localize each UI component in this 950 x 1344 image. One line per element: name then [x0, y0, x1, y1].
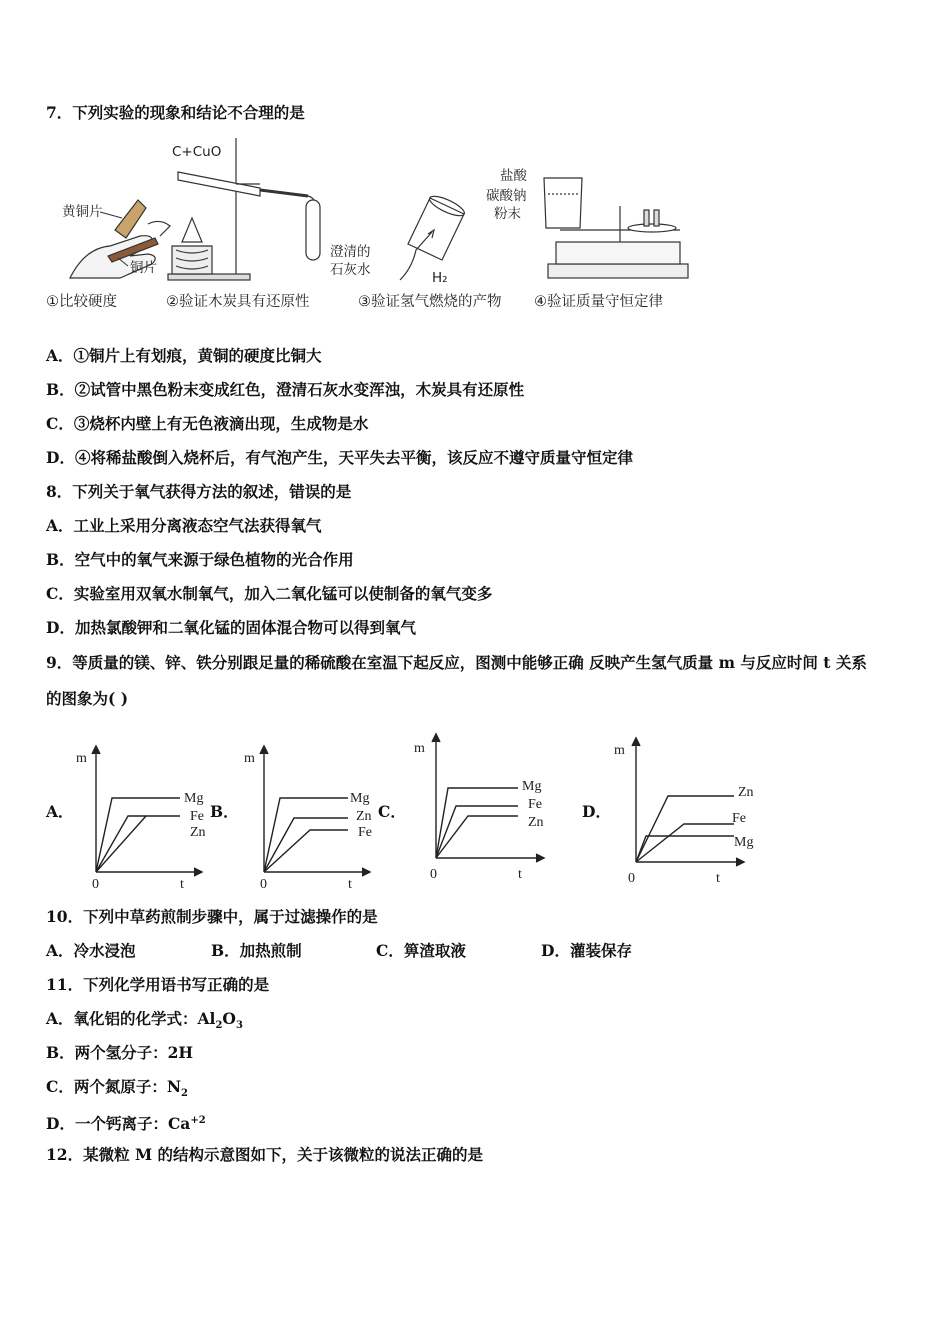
caption-4: ④验证质量守恒定律 — [534, 294, 663, 310]
q9-option-a-label: A． — [46, 802, 74, 821]
graph-d-series-1: Zn — [738, 785, 754, 800]
q11-option-c — [46, 1077, 188, 1104]
acid-label: 盐酸 — [500, 168, 527, 184]
graph-a-ylabel: m — [76, 751, 87, 766]
question-9-stem-line-2: 的图象为( ) — [46, 689, 129, 708]
q8-option-a: A．工业上采用分离液态空气法获得氧气 — [46, 516, 322, 535]
ca-ion-formula: $Ca^{+2}$ — [167, 1114, 206, 1134]
graph-c-series-1: Mg — [522, 779, 542, 794]
caption-1: ①比较硬度 — [46, 294, 117, 310]
q11-option-c-text: C．两个氮原子： — [46, 1077, 167, 1096]
q11-option-b: B．两个氢分子：2H — [46, 1043, 194, 1062]
q8-option-b: B．空气中的氧气来源于绿色植物的光合作用 — [46, 550, 354, 569]
q10-option-b: B．加热煎制 — [211, 941, 302, 960]
question-8-stem: 8．下列关于氧气获得方法的叙述，错误的是 — [46, 482, 352, 501]
caption-2: ②验证木炭具有还原性 — [166, 294, 310, 310]
q11-option-a — [46, 1009, 243, 1036]
q9-graph-c — [412, 730, 552, 880]
q7-option-a: A．①铜片上有划痕，黄铜的硬度比铜大 — [46, 346, 322, 365]
graph-a-xlabel: t — [180, 877, 184, 892]
q11-option-d-text: D．一个钙离子： — [46, 1114, 168, 1134]
caption-3: ③验证氢气燃烧的产物 — [358, 294, 502, 310]
q9-option-c-label: C． — [378, 802, 406, 821]
q9-option-d-label: D． — [582, 802, 611, 821]
h2-label: H₂ — [432, 270, 448, 286]
graph-b-xlabel: t — [348, 877, 352, 892]
graph-b-series-2: Zn — [356, 809, 372, 824]
graph-c-series-3: Zn — [528, 815, 544, 830]
brass-label: 黄铜片 — [62, 204, 103, 220]
graph-a-series-3: Zn — [190, 825, 206, 840]
q11-option-d — [46, 1111, 206, 1134]
graph-d-origin: 0 — [628, 871, 635, 886]
q10-option-c: C．箅渣取液 — [376, 941, 466, 960]
q9-graph-d — [612, 734, 772, 884]
question-12-stem: 12．某微粒 M 的结构示意图如下，关于该微粒的说法正确的是 — [46, 1145, 484, 1164]
limewater-label-1: 澄清的 — [330, 244, 371, 260]
graph-d-xlabel: t — [716, 871, 720, 886]
question-9-stem-line-1: 9．等质量的镁、锌、铁分别跟足量的稀硫酸在室温下起反应，图测中能够正确 反映产生氢气质量 m 与反应时间 t 关系 — [46, 653, 867, 672]
copper-label: 铜片 — [130, 260, 157, 276]
q8-option-d: D．加热氯酸钾和二氧化锰的固体混合物可以得到氧气 — [46, 618, 416, 637]
graph-b-origin: 0 — [260, 877, 267, 892]
graph-d-series-2: Fe — [732, 811, 746, 826]
hydrogen-combustion-illustration — [400, 193, 467, 280]
graph-b-series-1: Mg — [350, 791, 370, 806]
question-11-stem: 11．下列化学用语书写正确的是 — [46, 975, 270, 994]
carbonate-label-2: 粉末 — [494, 206, 521, 222]
mass-conservation-balance — [544, 178, 688, 278]
q9-graph-b — [244, 740, 384, 890]
q11-option-a-text: A．氧化铝的化学式： — [46, 1009, 198, 1028]
q10-option-a: A．冷水浸泡 — [46, 941, 136, 960]
q10-options — [46, 941, 632, 961]
q7-option-b: B．②试管中黑色粉末变成红色，澄清石灰水变浑浊，木炭具有还原性 — [46, 380, 525, 399]
carbonate-label-1: 碳酸钠 — [486, 188, 527, 204]
q8-option-c: C．实验室用双氧水制氧气，加入二氧化锰可以使制备的氧气变多 — [46, 584, 493, 603]
graph-d-series-3: Mg — [734, 835, 754, 850]
q9-graph-a — [76, 740, 216, 890]
graph-b-ylabel: m — [244, 751, 255, 766]
question-7-stem: 7．下列实验的现象和结论不合理的是 — [46, 103, 305, 122]
q7-experiment-figure — [46, 138, 700, 316]
graph-a-origin: 0 — [92, 877, 99, 892]
graph-a-series-1: Mg — [184, 791, 204, 806]
graph-c-ylabel: m — [414, 741, 425, 756]
graph-c-origin: 0 — [430, 867, 437, 882]
graph-c-series-2: Fe — [528, 797, 542, 812]
q10-option-d: D．灌装保存 — [541, 941, 632, 960]
q9-option-b-label: B． — [210, 802, 239, 821]
graph-b-series-3: Fe — [358, 825, 372, 840]
graph-c-xlabel: t — [518, 867, 522, 882]
q7-option-c: C．③烧杯内壁上有无色液滴出现，生成物是水 — [46, 414, 369, 433]
al2o3-formula: $Al_2O_3$ — [197, 1009, 243, 1032]
c-cuo-label: C+CuO — [172, 144, 222, 160]
graph-a-series-2: Fe — [190, 809, 204, 824]
q7-option-d: D．④将稀盐酸倒入烧杯后，有气泡产生，天平失去平衡，该反应不遵守质量守恒定律 — [46, 448, 633, 467]
question-10-stem: 10．下列中草药煎制步骤中，属于过滤操作的是 — [46, 907, 378, 926]
limewater-label-2: 石灰水 — [330, 262, 371, 278]
graph-d-ylabel: m — [614, 743, 625, 758]
n2-formula: $N_2$ — [166, 1077, 188, 1100]
